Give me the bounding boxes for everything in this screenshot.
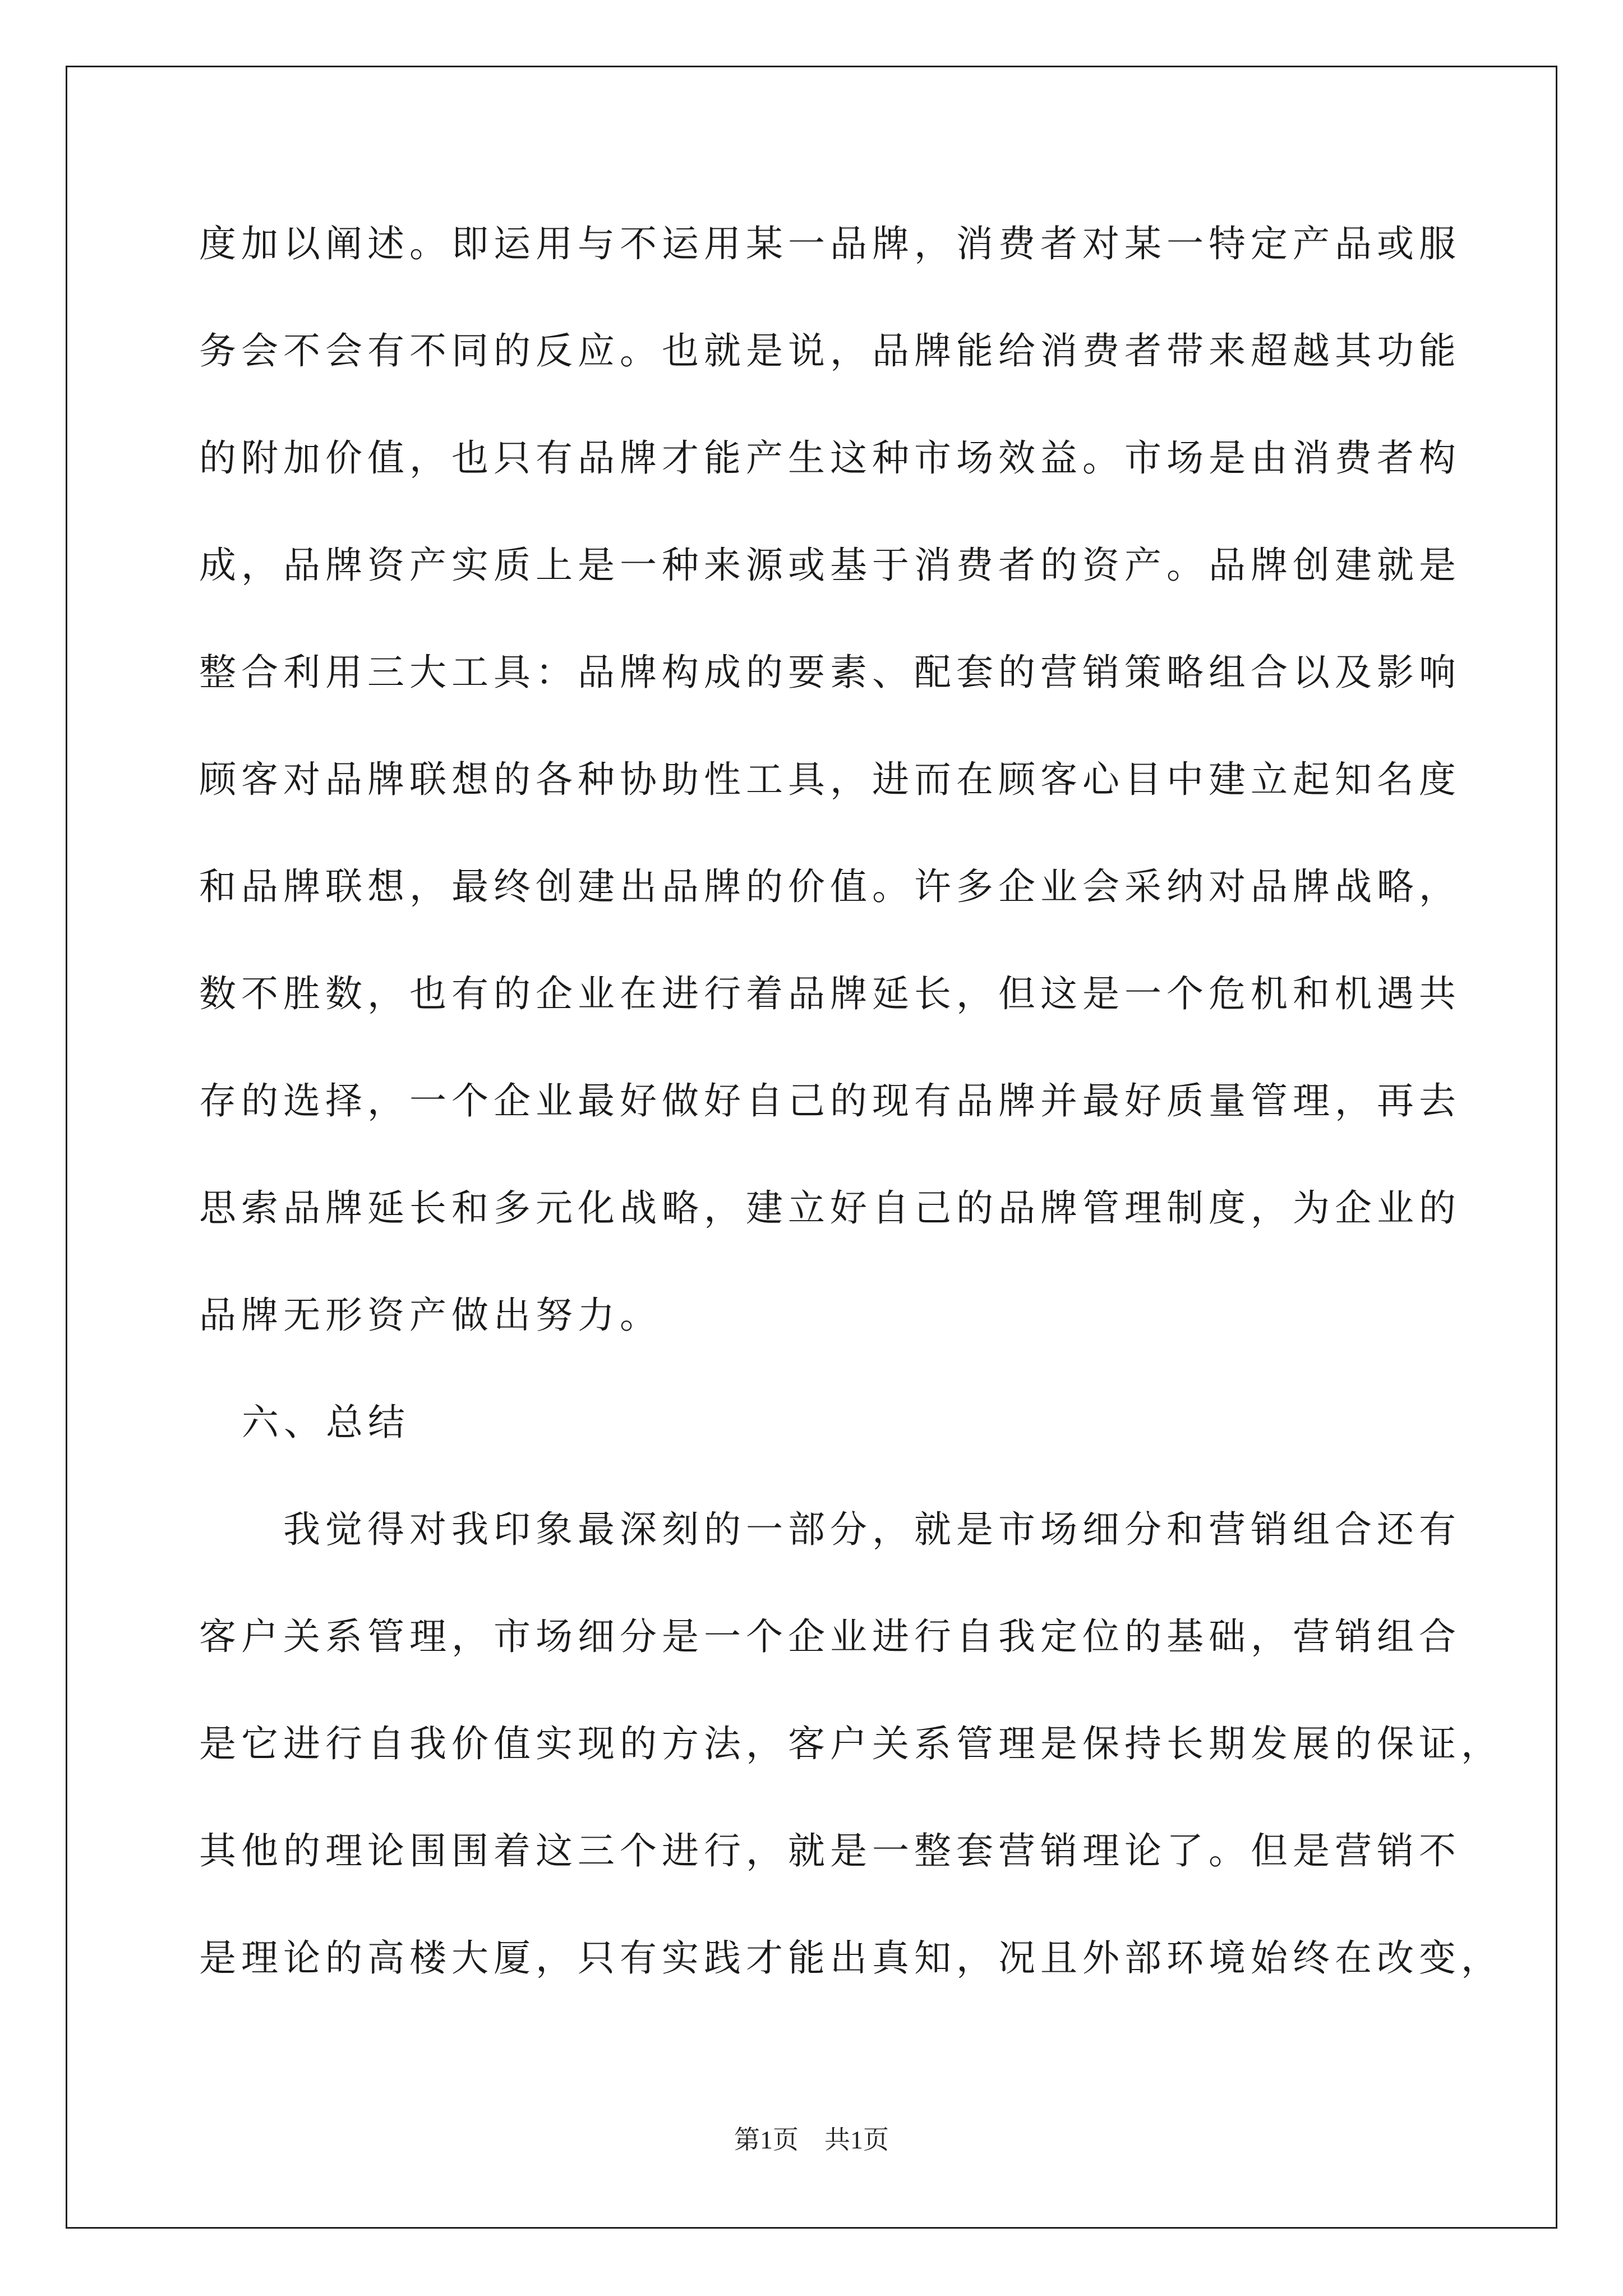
section-heading: 六、总结 [242, 1401, 410, 1444]
text-line: 存的选择，一个企业最好做好自己的现有品牌并最好质量管理，再去 [199, 1079, 1461, 1122]
text-line: 度加以阐述。即运用与不运用某一品牌，消费者对某一特定产品或服 [199, 222, 1461, 265]
text-line: 我觉得对我印象最深刻的一部分，就是市场细分和营销组合还有 [283, 1508, 1461, 1551]
text-line: 整合利用三大工具：品牌构成的要素、配套的营销策略组合以及影响 [199, 651, 1461, 694]
text-line: 的附加价值，也只有品牌才能产生这种市场效益。市场是由消费者构 [199, 436, 1461, 480]
text-line: 成，品牌资产实质上是一种来源或基于消费者的资产。品牌创建就是 [199, 544, 1461, 587]
page-border [66, 66, 1557, 2229]
text-line: 其他的理论围围着这三个进行，就是一整套营销理论了。但是营销不 [199, 1829, 1461, 1872]
text-line: 和品牌联想，最终创建出品牌的价值。许多企业会采纳对品牌战略， [199, 865, 1461, 908]
text-line: 是理论的高楼大厦，只有实践才能出真知，况且外部环境始终在改变， [199, 1936, 1503, 1980]
text-line: 务会不会有不同的反应。也就是说，品牌能给消费者带来超越其功能 [199, 329, 1461, 372]
text-line: 数不胜数，也有的企业在进行着品牌延长，但这是一个危机和机遇共 [199, 972, 1461, 1015]
text-line: 思索品牌延长和多元化战略，建立好自己的品牌管理制度，为企业的 [199, 1186, 1461, 1230]
text-line: 顾客对品牌联想的各种协助性工具，进而在顾客心目中建立起知名度 [199, 758, 1461, 801]
text-line: 客户关系管理，市场细分是一个企业进行自我定位的基础，营销组合 [199, 1615, 1461, 1658]
page-footer: 第1页 共1页 [734, 2125, 889, 2154]
text-line: 是它进行自我价值实现的方法，客户关系管理是保持长期发展的保证， [199, 1722, 1503, 1765]
text-line: 品牌无形资产做出努力。 [199, 1294, 662, 1337]
